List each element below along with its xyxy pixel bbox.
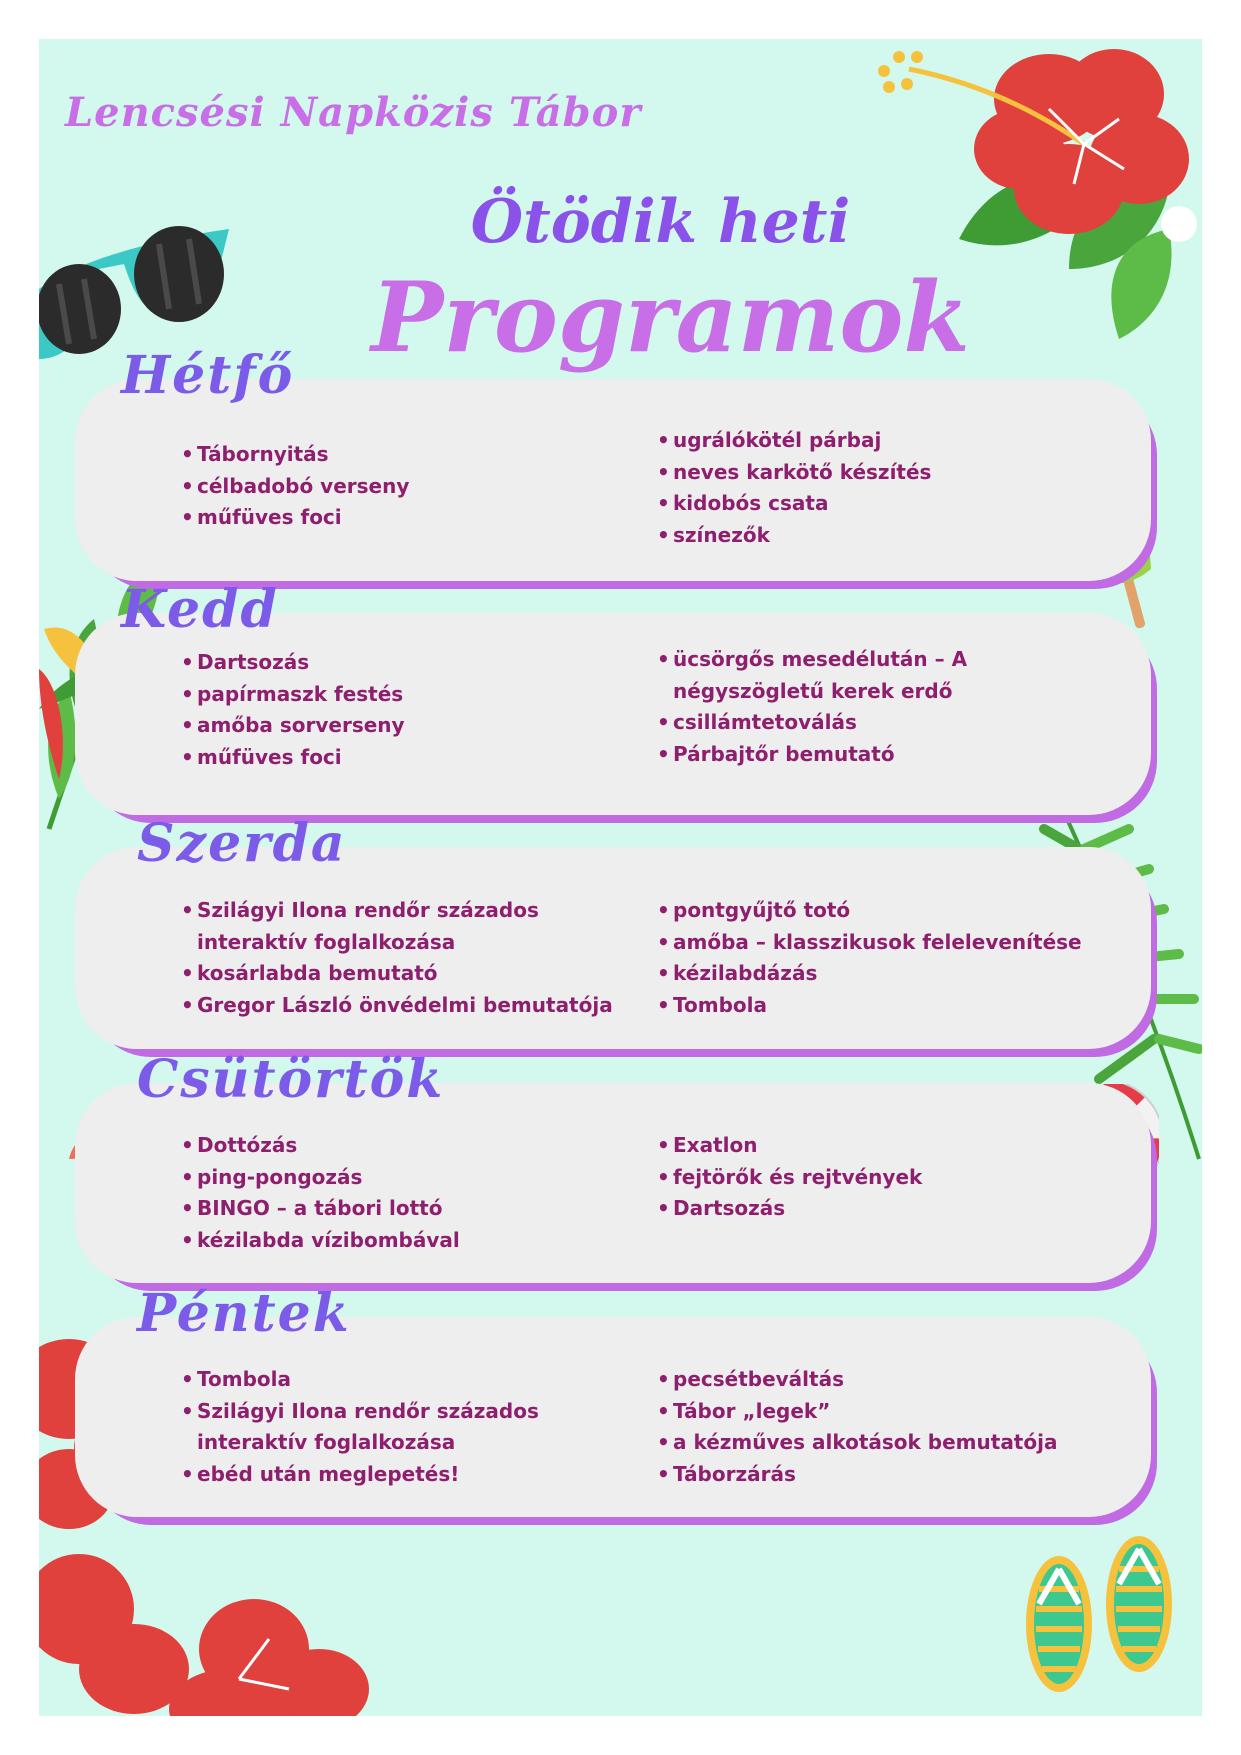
activity-item: • műfüves foci bbox=[181, 742, 621, 774]
day-name: Péntek bbox=[137, 1283, 351, 1344]
activity-item: • papírmaszk festés bbox=[181, 679, 621, 711]
activity-list-right bbox=[657, 644, 1087, 770]
activity-list-right bbox=[657, 895, 1087, 1021]
programs-heading: Programok bbox=[371, 261, 970, 374]
week-heading: Ötödik heti bbox=[470, 187, 851, 257]
flip-flops-icon bbox=[1014, 1529, 1184, 1699]
day-name: Hétfő bbox=[121, 345, 295, 406]
activity-item: • neves karkötő készítés bbox=[657, 457, 1087, 489]
activity-list-left bbox=[181, 1364, 621, 1490]
activity-item: • Gregor László önvédelmi bemutatója bbox=[181, 990, 621, 1022]
activity-item: • Exatlon bbox=[657, 1130, 1087, 1162]
activity-item: • kézilabda vízibombával bbox=[181, 1225, 621, 1257]
day-card-monday bbox=[75, 345, 1151, 581]
program-poster bbox=[39, 39, 1202, 1716]
activity-list-left bbox=[181, 647, 621, 773]
activity-list-left bbox=[181, 1130, 621, 1256]
activity-item: • ücsörgős mesedélután – A négyszögletű kerek erdő bbox=[657, 644, 1087, 707]
activity-item: • fejtörők és rejtvények bbox=[657, 1162, 1087, 1194]
activity-item: • kosárlabda bemutató bbox=[181, 958, 621, 990]
activity-item: • pontgyűjtő totó bbox=[657, 895, 1087, 927]
activity-item: • a kézműves alkotások bemutatója bbox=[657, 1427, 1087, 1459]
camp-title: Lencsési Napközis Tábor bbox=[65, 89, 642, 136]
activity-item: • csillámtetoválás bbox=[657, 707, 1087, 739]
activity-list-right bbox=[657, 1364, 1087, 1490]
activity-list-right bbox=[657, 1130, 1087, 1225]
day-card-thursday bbox=[75, 1049, 1151, 1283]
activity-item: • Tábor „legek” bbox=[657, 1396, 1087, 1428]
activity-item: • amőba sorverseny bbox=[181, 710, 621, 742]
activity-item: • Dartsozás bbox=[181, 647, 621, 679]
activity-item: • ebéd után meglepetés! bbox=[181, 1459, 621, 1491]
activity-item: • kidobós csata bbox=[657, 488, 1087, 520]
day-card-friday bbox=[75, 1283, 1151, 1517]
day-name: Kedd bbox=[121, 579, 279, 640]
activity-item: • Szilágyi Ilona rendőr százados interaktív foglalkozása bbox=[181, 1396, 621, 1459]
activity-list-left bbox=[181, 439, 621, 534]
activity-item: • BINGO – a tábori lottó bbox=[181, 1193, 621, 1225]
activity-item: • célbadobó verseny bbox=[181, 471, 621, 503]
activity-item: • Tombola bbox=[657, 990, 1087, 1022]
activity-item: • kézilabdázás bbox=[657, 958, 1087, 990]
activity-item: • Táborzárás bbox=[657, 1459, 1087, 1491]
activity-item: • ugrálókötél párbaj bbox=[657, 425, 1087, 457]
activity-item: • Párbajtőr bemutató bbox=[657, 739, 1087, 771]
activity-list-right bbox=[657, 425, 1087, 551]
activity-item: • színezők bbox=[657, 520, 1087, 552]
activity-item: • Tábornyitás bbox=[181, 439, 621, 471]
activity-item: • Tombola bbox=[181, 1364, 621, 1396]
day-name: Szerda bbox=[137, 813, 347, 874]
activity-item: • műfüves foci bbox=[181, 502, 621, 534]
day-card-wednesday bbox=[75, 813, 1151, 1049]
activity-item: • ping-pongozás bbox=[181, 1162, 621, 1194]
activity-item: • pecsétbeváltás bbox=[657, 1364, 1087, 1396]
activity-item: • Dottózás bbox=[181, 1130, 621, 1162]
day-name: Csütörtök bbox=[137, 1049, 445, 1110]
activity-list-left bbox=[181, 895, 621, 1021]
activity-item: • Dartsozás bbox=[657, 1193, 1087, 1225]
day-card-tuesday bbox=[75, 579, 1151, 815]
activity-item: • Szilágyi Ilona rendőr százados interaktív foglalkozása bbox=[181, 895, 621, 958]
activity-item: • amőba – klasszikusok felelevenítése bbox=[657, 927, 1087, 959]
